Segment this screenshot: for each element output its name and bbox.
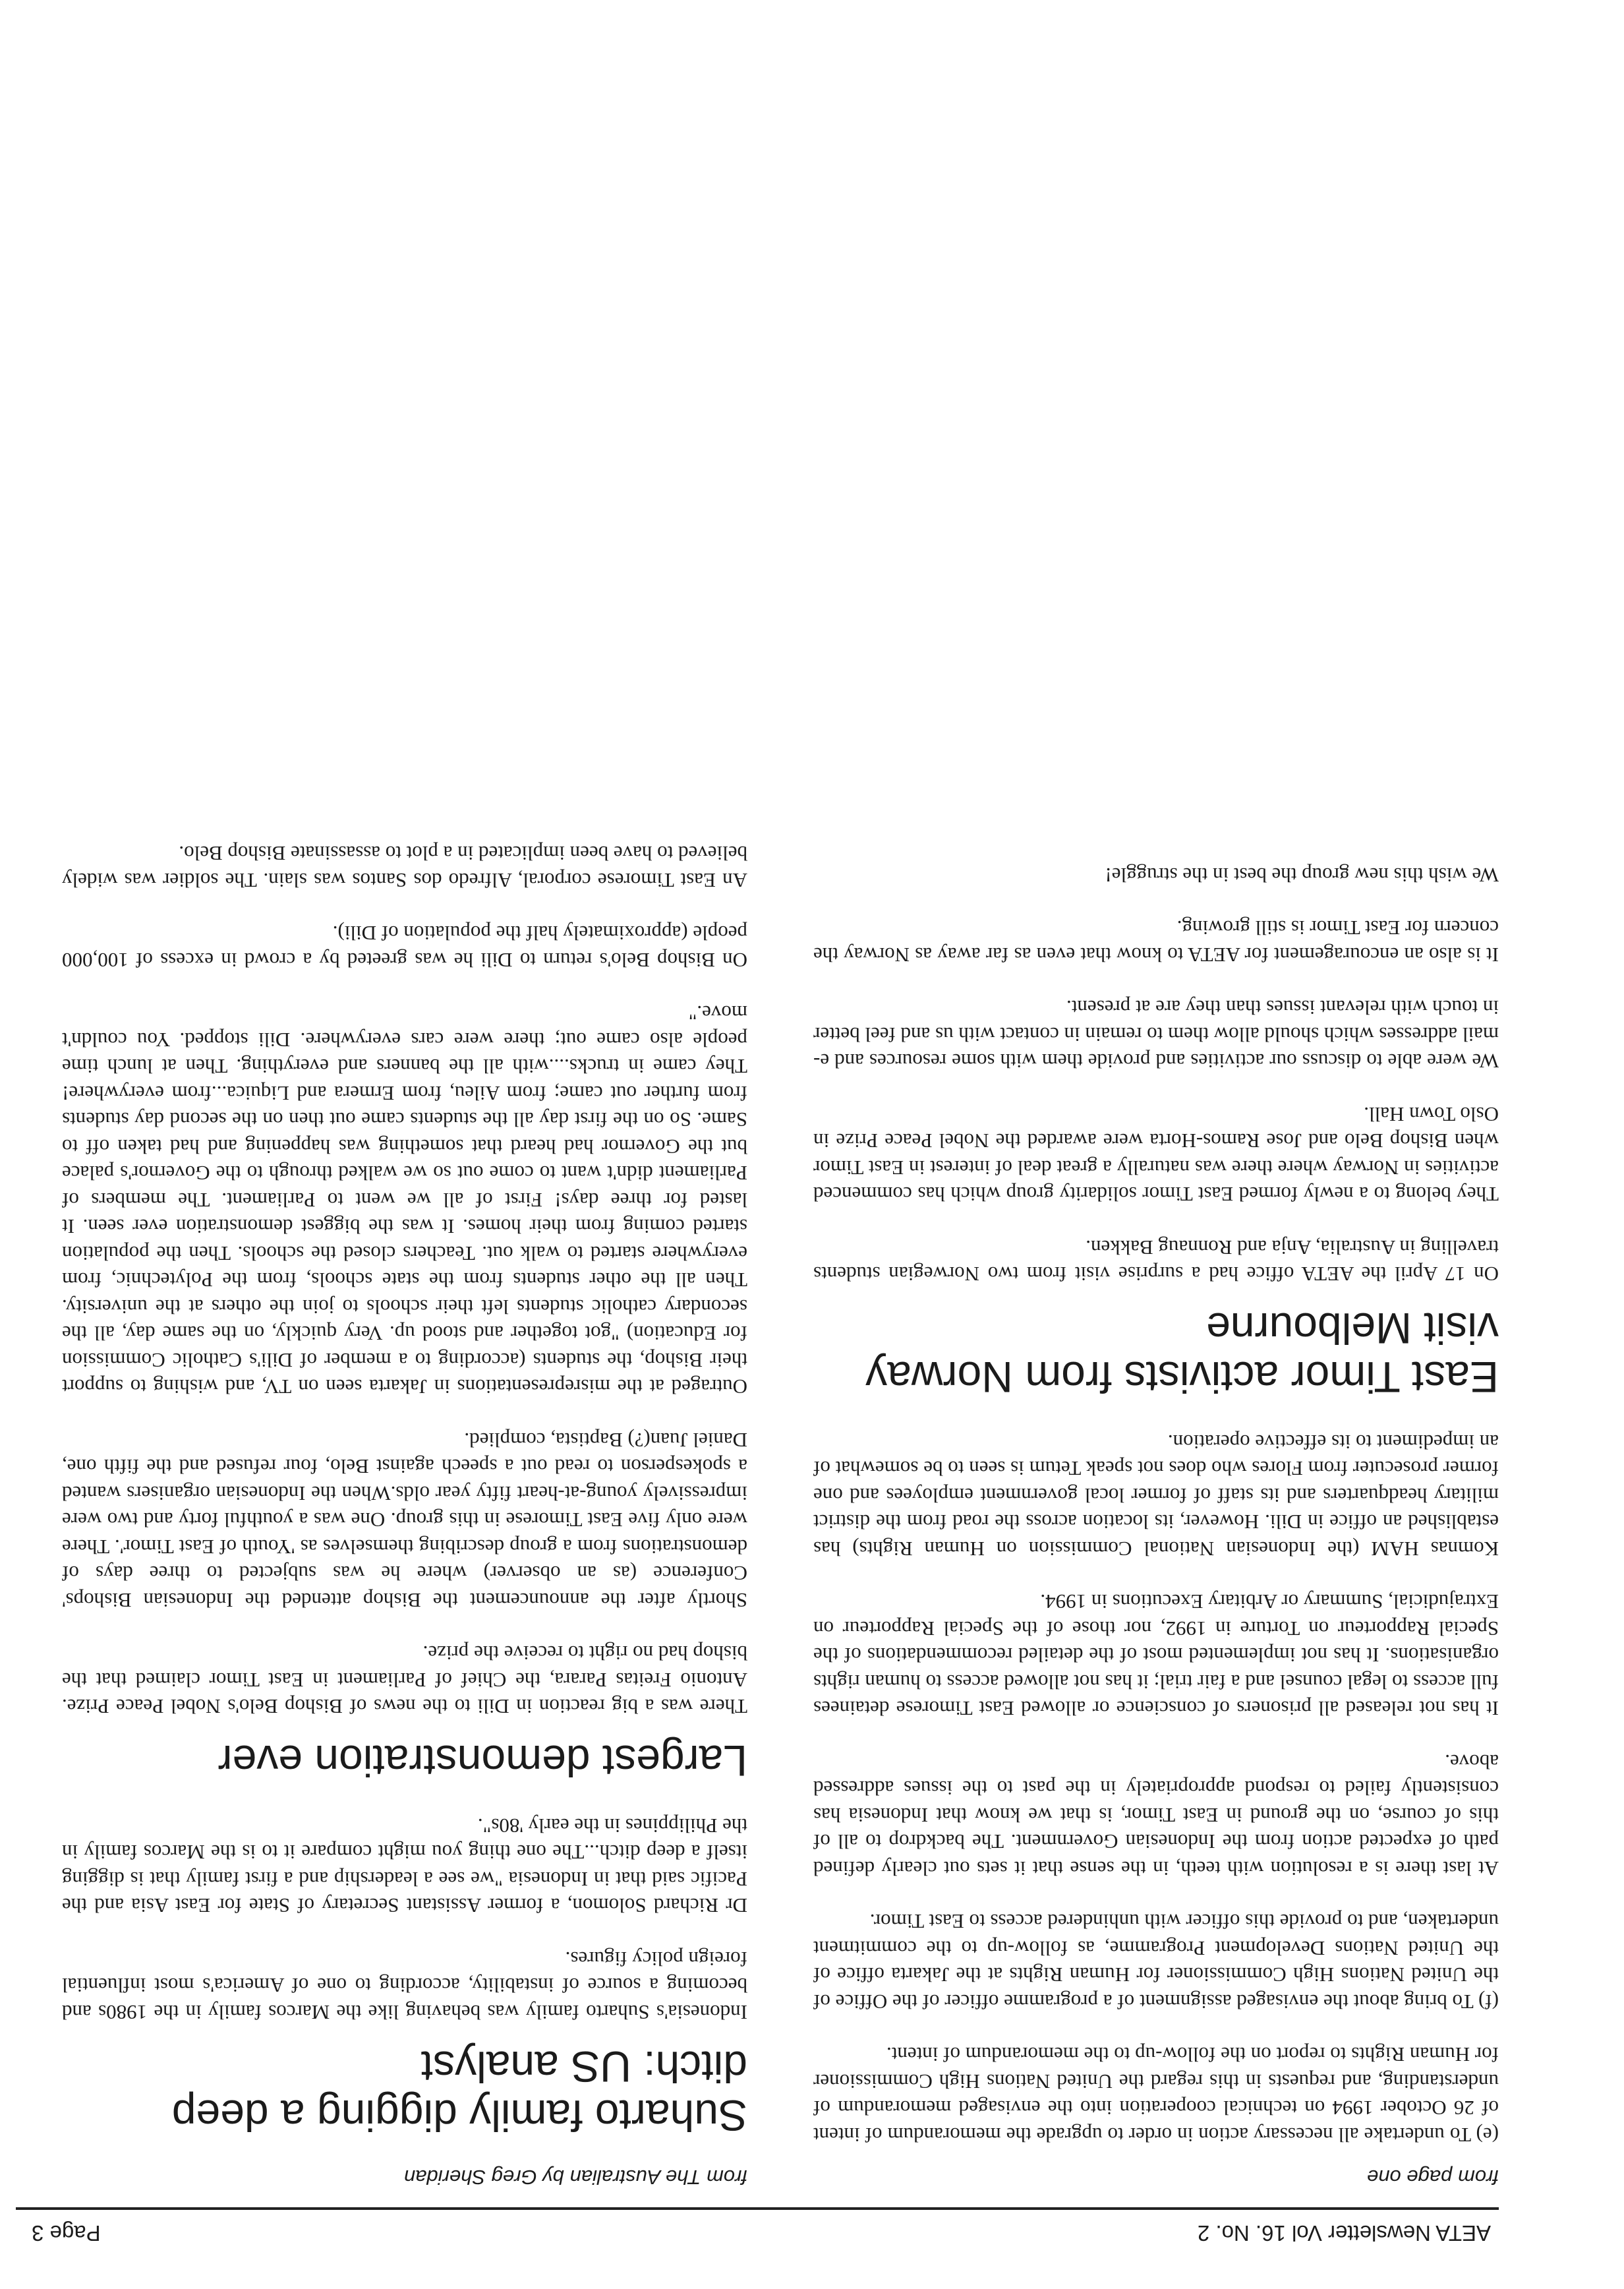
- newsletter-issue: AETA Newsletter Vol 16. No. 2: [1197, 2221, 1491, 2245]
- right-column: [62, 814, 747, 2197]
- body-paragraph: Dr Richard Solomon, a former Assistant Secretary of State for East Asia and the Pacific said that in Indonesia "we see a leadership and a first family that is digging itself a deep ditch...The one thing you might compare it to is the Marcos family in the Philippines in the early '80s".: [62, 1814, 747, 1918]
- page-number: Page 3: [32, 2221, 101, 2245]
- body-paragraph: It is also an encouragement for AETA to know that even as far away as Norway the concern for East Timor is still growing.: [813, 916, 1499, 966]
- article-source-byline: from The Australian by Greg Sheridan: [404, 2166, 747, 2189]
- article-title-suharto-family: Suharto family digging a deep ditch: US analyst: [171, 2042, 747, 2140]
- body-paragraph: On Bishop Belo's return to Dili he was greeted by a crowd in excess of 100,000 people (approximately half the population of Dili).: [62, 922, 747, 972]
- body-paragraph: Outraged at the misrepresentations in Jakarta seen on TV, and wishing to support their Bishop, the students (according to a member of Dili's Catholic Commission for Education) "got together and stood up. Very quickly, on the same day, all the secondary catholic students left their schools to join the others at the university. Then all the other students from the state schools, from the Polytechnic, from everywhere started to walk out. Teachers closed the schools. Then the population started coming from their homes. It was the biggest demonstration ever seen. It lasted for three days! First of all we went to Parliament. The members of Parliament didn't want to come out so we walked through to the Governor's palace but the Governor had heard that something was happening and had taken off to Same. So on the first day all the students came out then on the second day students from further out came; from Aileu, from Ermera and Liquica...from everywhere! They came in trucks....with all the banners and everything. Then at lunch time people also came out; there were cars everywhere. Dili stopped. You couldn't move.": [62, 1001, 747, 1399]
- continued-from-label: from page one: [1367, 2166, 1499, 2189]
- body-paragraph: We were able to discuss our activities and provide them with some resources and e-mail addresses which should allow them to remain in contact with us and feel better in touch with relevant issues than they are at present.: [813, 996, 1499, 1073]
- page-header: [16, 2207, 1499, 2249]
- body-paragraph: Shortly after the announcement the Bishop attended the Indonesian Bishops' Conference (as an observer) where he was subjected to three days of demonstrations from a group describing themselves as 'Youth of East Timor'. There were only five East Timorese in this group. One was a youthful forty and two were impressively young-at-heart fifty year olds.When the Indonesian organisers wanted a spokesperson to read out a speech against Belo, four refused and the fifth one, Daniel Juan(?) Baptista, complied.: [62, 1429, 747, 1612]
- resolution-paragraph-f: (f) To bring about the envisaged assignment of a programme officer of the Office of the United Nations High Commissioner for Human Rights at the Jakarta office of the United Nations Development Programme, as follow-up to the commitment undertaken, and to provide this officer with unhindered access to East Timor.: [813, 1910, 1499, 2013]
- body-paragraph: They belong to a newly formed East Timor solidarity group which has commenced activities in Norway where there was naturally a great deal of interest in East Timor when Bishop Belo and Jose Ramos-Horta were awarded the Nobel Peace Prize in Oslo Town Hall.: [813, 1103, 1499, 1206]
- body-paragraph: On 17 April the AETA office had a surprise visit from two Norwegian students travelling in Australia, Anja and Ronnaug Bakken.: [813, 1236, 1499, 1286]
- article-title-norway-activists: East Timor activists from Norway visit Melbourne: [865, 1304, 1499, 1402]
- left-column: [813, 835, 1499, 2197]
- article-title-largest-demonstration: Largest demonstration ever: [218, 1737, 747, 1786]
- body-paragraph: We wish this new group the best in the struggle!: [1105, 864, 1499, 887]
- body-paragraph: There was a big reaction in Dili to the news of Bishop Belo's Nobel Peace Prize. Antonio Freitas Parara, the Chief of Parliament in East Timor claimed that the bishop had no right to receive the prize.: [62, 1642, 747, 1719]
- resolution-paragraph-e: (e) To undertake all necessary action in order to upgrade the memorandum of intent of 26 October 1994 on technical cooperation into the envisaged memorandum of understanding, and requests in this regard the United Nations High Commissioner for Human Rights to report on the follow-up to the memorandum of intent.: [813, 2043, 1499, 2147]
- body-paragraph: An East Timorese corporal, Alfredo dos Santos was slain. The soldier was widely believed to have been implicated in a plot to assassinate Bishop Belo.: [62, 842, 747, 892]
- body-paragraph: It has not released all prisoners of conscience or allowed East Timorese detainees full access to legal counsel and a fair trial; it has not allowed access to human rights organisations. It has not implemented most of the detailed recommendations of the Special Rapporteur on Torture in 1992, nor those of the Special Rapporteur on Extrajudicial, Summary or Arbitary Executions in 1994.: [813, 1590, 1499, 1721]
- body-paragraph: Indonesia's Suharto family was behaving like the Marcos family in the 1980s and becoming a source of instability, according to one of America's most influential foreign policy figures.: [62, 1947, 747, 2024]
- body-paragraph: At last there is a resolution with teeth, in the sense that it sets out clearly defined path of expected action from the Indonesian Government. The backdrop to all of this of course, on the ground in East Timor, is that we know that Indonesia has consistently failed to respond appropriately in the past to the issues addressed above.: [813, 1750, 1499, 1880]
- body-paragraph: Komnas HAM (the Indonesian National Commission on Human Rights) has established an office in Dili. However, its location across the road from the district military headquarters and its staff of former local government employees and one former prosecuter from Flores who does not speak Tetum is seen to be somewhat of an impediment to its effective operation.: [813, 1431, 1499, 1561]
